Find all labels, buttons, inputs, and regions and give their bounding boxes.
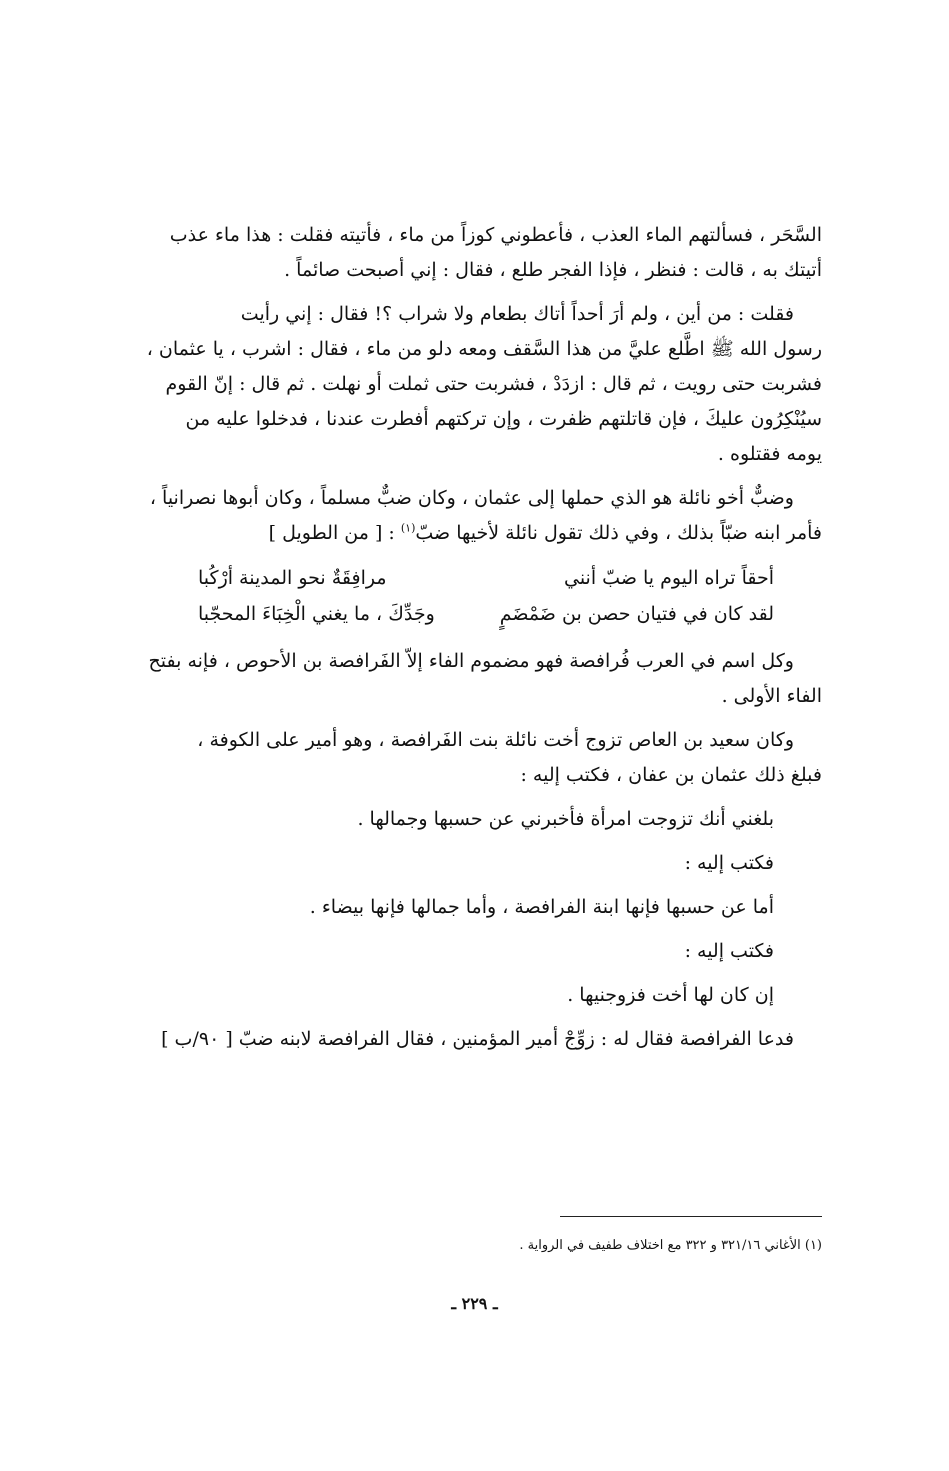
text-line: فقلت : من أين ، ولم أرَ أحداً أتاك بطعام ولا شراب ؟! فقال : إني رأيت [240,303,794,325]
text-line: وضبٌّ أخو نائلة هو الذي حملها إلى عثمان ، وكان ضبٌّ مسلماً ، وكان أبوها نصرانياً ، [149,487,794,509]
footnote-reference: (١) [400,521,416,535]
paragraph-3 [138,481,822,551]
final-paragraph: فدعا الفرافصة فقال له : زوِّجْ أمير المؤمنين ، فقال الفرافصة لابنه ضبّ [ ٩٠/ب ] [161,1028,794,1050]
text-line: أتيتك به ، قالت : فنظر ، فإذا الفجر طلع ، فقال : إني أصبحت صائماً . [284,259,822,281]
text-line: وكان سعيد بن العاص تزوج أخت نائلة بنت الفَرافصة ، وهو أمير على الكوفة ، [197,729,794,751]
letter-line: أما عن حسبها فإنها ابنة الفرافصة ، وأما جمالها فإنها بيضاء . [309,896,774,918]
text-line: فبلغ ذلك عثمان بن عفان ، فكتب إليه : [520,764,822,786]
text-line: الفاء الأولى . [721,685,822,707]
letter-line: فكتب إليه : [684,852,774,874]
text-line: : [ من الطويل ] [268,522,401,544]
text-line: سيُنْكِرُون عليكَ ، فإن قاتلتهم ظفرت ، وإن تركتهم أفطرت عندنا ، فدخلوا عليه من [185,408,822,430]
verse-second-hemistich: مرافِقَةٌ نحو المدينة أرْكُبا [198,567,387,589]
paragraph-4 [138,644,822,714]
footnote-divider [560,1216,822,1217]
text-line: فشربت حتى رويت ، ثم قال : ازدَدْ ، فشربت حتى ثملت أو نهلت . ثم قال : إنّ القوم [165,373,822,395]
footnote: (١) الأغاني ٣٢١/١٦ و ٣٢٢ مع اختلاف طفيف في الرواية . [519,1238,822,1253]
paragraph-2 [138,297,822,472]
text-line: وكل اسم في العرب فُرافصة فهو مضموم الفاء إلاّ الفَرافصة بن الأحوص ، فإنه بفتح [148,650,794,672]
text-line: رسول الله ﷺ اطَّلع عليَّ من هذا السَّقف ومعه دلو من ماء ، فقال : اشرب ، يا عثمان ، [146,338,822,360]
paragraph-1 [138,218,822,288]
verse-line [198,596,774,632]
letter-line: فكتب إليه : [684,940,774,962]
page-number: ـ ٢٢٩ ـ [451,1294,498,1313]
verse-line [198,560,774,596]
paragraph-5 [138,723,822,793]
letter-line: إن كان لها أخت فزوجنيها . [567,984,774,1006]
verse-first-hemistich: لقد كان في فتيان حصن بن ضَمْضَمٍ [499,603,774,625]
letter-line: بلغني أنك تزوجت امرأة فأخبرني عن حسبها وجمالها . [357,808,774,830]
text-line: السَّحَر ، فسألتهم الماء العذب ، فأعطوني كوزاً من ماء ، فأتيته فقلت : هذا ماء عذب [169,224,822,246]
verse-second-hemistich: وجَدِّكَ ، ما يغني الْخِبَاءَ المحجّبا [198,603,435,625]
body-text [138,218,822,1066]
text-line: يومه فقتلوه . [717,443,822,465]
poem [138,560,822,632]
verse-first-hemistich: أحقاً تراه اليوم يا ضبّ أنني [563,567,774,589]
text-line: فأمر ابنه ضبّاً بذلك ، وفي ذلك تقول نائلة لأخيها ضبّ [415,522,822,544]
